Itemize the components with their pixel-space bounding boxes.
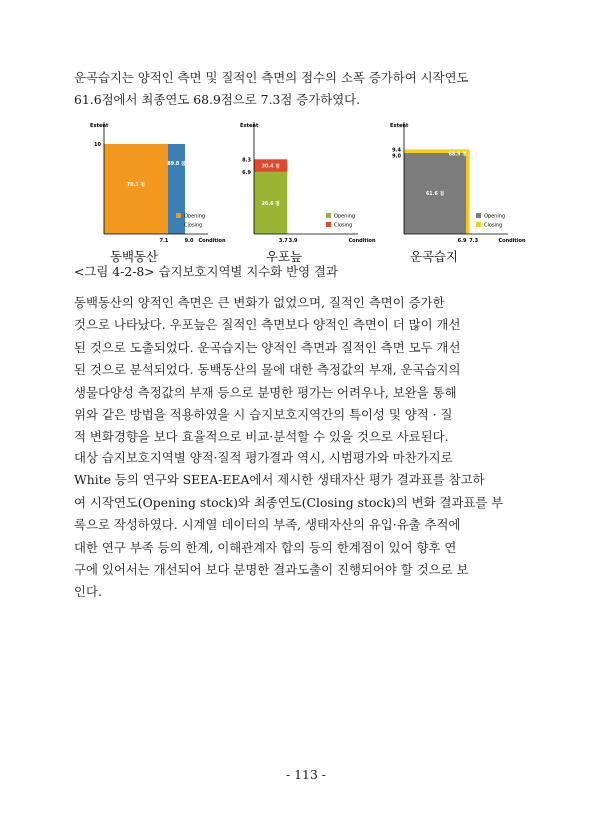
text-line: 여 시작연도(Opening stock)와 최종연도(Closing stock)의 변화 결과표를 부 bbox=[74, 494, 504, 510]
legend-label: Closing bbox=[334, 222, 353, 229]
text-line: 록으로 작성하였다. 시계열 데이터의 부족, 생태자산의 유입·유출 추적에 bbox=[74, 517, 461, 533]
legend-swatch bbox=[476, 213, 481, 218]
chart-title: 동백동산 bbox=[110, 249, 158, 264]
y-axis-label: Extent bbox=[240, 123, 259, 129]
x-tick-label: 6.9 bbox=[457, 238, 467, 244]
bar-label-closing: 68.9 점 bbox=[448, 152, 467, 158]
y-axis-label: Extent bbox=[390, 123, 409, 129]
y-axis-label: Extent bbox=[90, 123, 109, 129]
x-axis-label: Condition bbox=[348, 238, 376, 244]
legend-label: Opening bbox=[484, 213, 506, 220]
text-line: 된 것으로 도출되었다. 운곡습지는 양적인 측면과 질적인 측면 모두 개선 bbox=[74, 339, 461, 355]
legend-swatch bbox=[326, 213, 331, 218]
y-tick-label: 9.0 bbox=[392, 153, 401, 160]
page-number: - 113 - bbox=[286, 767, 326, 782]
chart-upo bbox=[232, 118, 376, 268]
legend-swatch bbox=[176, 222, 181, 227]
bar-label-opening: 70.1 점 bbox=[126, 183, 146, 188]
figure-caption: <그림 4-2-8> 습지보호지역별 지수화 반영 결과 bbox=[74, 264, 338, 279]
intro-paragraph bbox=[74, 67, 536, 112]
legend-label: Closing bbox=[184, 222, 203, 229]
text-line: 61.6점에서 최종연도 68.9점으로 7.3점 증가하였다. bbox=[74, 92, 361, 108]
text-line: 대한 연구 부족 등의 한계, 이해관계자 합의 등의 한계점이 있어 향후 연 bbox=[74, 539, 457, 555]
text-line: 인다. bbox=[74, 584, 102, 600]
bar-label-opening: 26.6 점 bbox=[261, 201, 280, 207]
bar-label-opening: 61.6 점 bbox=[425, 192, 445, 197]
chart-dongbaek-svg bbox=[82, 118, 226, 268]
x-tick-label: 9.0 bbox=[184, 238, 194, 244]
chart-upo-svg bbox=[232, 118, 376, 268]
analysis-paragraph bbox=[74, 292, 536, 449]
x-tick-label: 7.3 bbox=[469, 238, 479, 244]
text-line: White 등의 연구와 SEEA-EEA에서 제시한 생태자산 평가 결과표를 참고하 bbox=[74, 472, 485, 488]
text-line: 것으로 나타났다. 우포늪은 질적인 측면보다 양적인 측면이 더 많이 개선 bbox=[74, 317, 461, 333]
y-tick-label: 6.9 bbox=[242, 169, 251, 176]
text-line: 생물다양성 측정값의 부재 등으로 분명한 평가는 어려우나, 보완을 통해 bbox=[74, 384, 457, 400]
chart-title: 우포늪 bbox=[266, 249, 302, 264]
y-tick-label: 9.4 bbox=[392, 147, 401, 154]
method-paragraph bbox=[74, 447, 536, 604]
text-line: 동백동산의 양적인 측면은 큰 변화가 없었으며, 질적인 측면이 증가한 bbox=[74, 295, 445, 310]
bar-label-closing: 30.4 점 bbox=[261, 164, 280, 170]
y-tick-label: 8.3 bbox=[242, 157, 251, 164]
bar-opening bbox=[104, 144, 168, 234]
text-line: 운곡습지는 양적인 측면 및 질적인 측면의 점수의 소폭 증가하여 시작연도 bbox=[74, 70, 469, 85]
legend-label: Closing bbox=[484, 222, 503, 229]
legend-swatch bbox=[326, 222, 331, 227]
legend-label: Opening bbox=[334, 213, 356, 220]
x-axis-label: Condition bbox=[198, 238, 226, 244]
x-tick-label: 7.1 bbox=[159, 238, 169, 244]
bar-label-closing: 89.8 점 bbox=[167, 162, 186, 167]
x-tick-label: 3.9 bbox=[288, 238, 298, 244]
legend-swatch bbox=[476, 222, 481, 227]
figure-charts bbox=[82, 118, 542, 268]
text-line: 구에 있어서는 개선되어 보다 분명한 결과도출이 진행되어야 할 것으로 보 bbox=[74, 562, 469, 578]
chart-title: 운곡습지 bbox=[410, 249, 458, 264]
legend-swatch bbox=[176, 213, 181, 218]
text-line: 적 변화경향을 보다 효율적으로 비교·분석할 수 있을 것으로 사료된다. bbox=[74, 429, 449, 445]
legend-label: Opening bbox=[184, 213, 206, 220]
text-line: 된 것으로 분석되었다. 동백동산의 물에 대한 측정값의 부재, 운곡습지의 bbox=[74, 362, 461, 378]
chart-ungok bbox=[382, 118, 526, 268]
x-tick-label: 3.7 bbox=[278, 238, 288, 244]
chart-dongbaek bbox=[82, 118, 226, 268]
text-line: 위와 같은 방법을 적용하였을 시 습지보호지역간의 특이성 및 양적 · 질 bbox=[74, 407, 453, 423]
text-line: 대상 습지보호지역별 양적·질적 평가결과 역시, 시범평가와 마찬가지로 bbox=[74, 450, 453, 465]
x-axis-label: Condition bbox=[498, 238, 526, 244]
chart-ungok-svg bbox=[382, 118, 526, 268]
y-tick-label: 10 bbox=[94, 142, 101, 148]
bar-closing bbox=[168, 144, 185, 234]
